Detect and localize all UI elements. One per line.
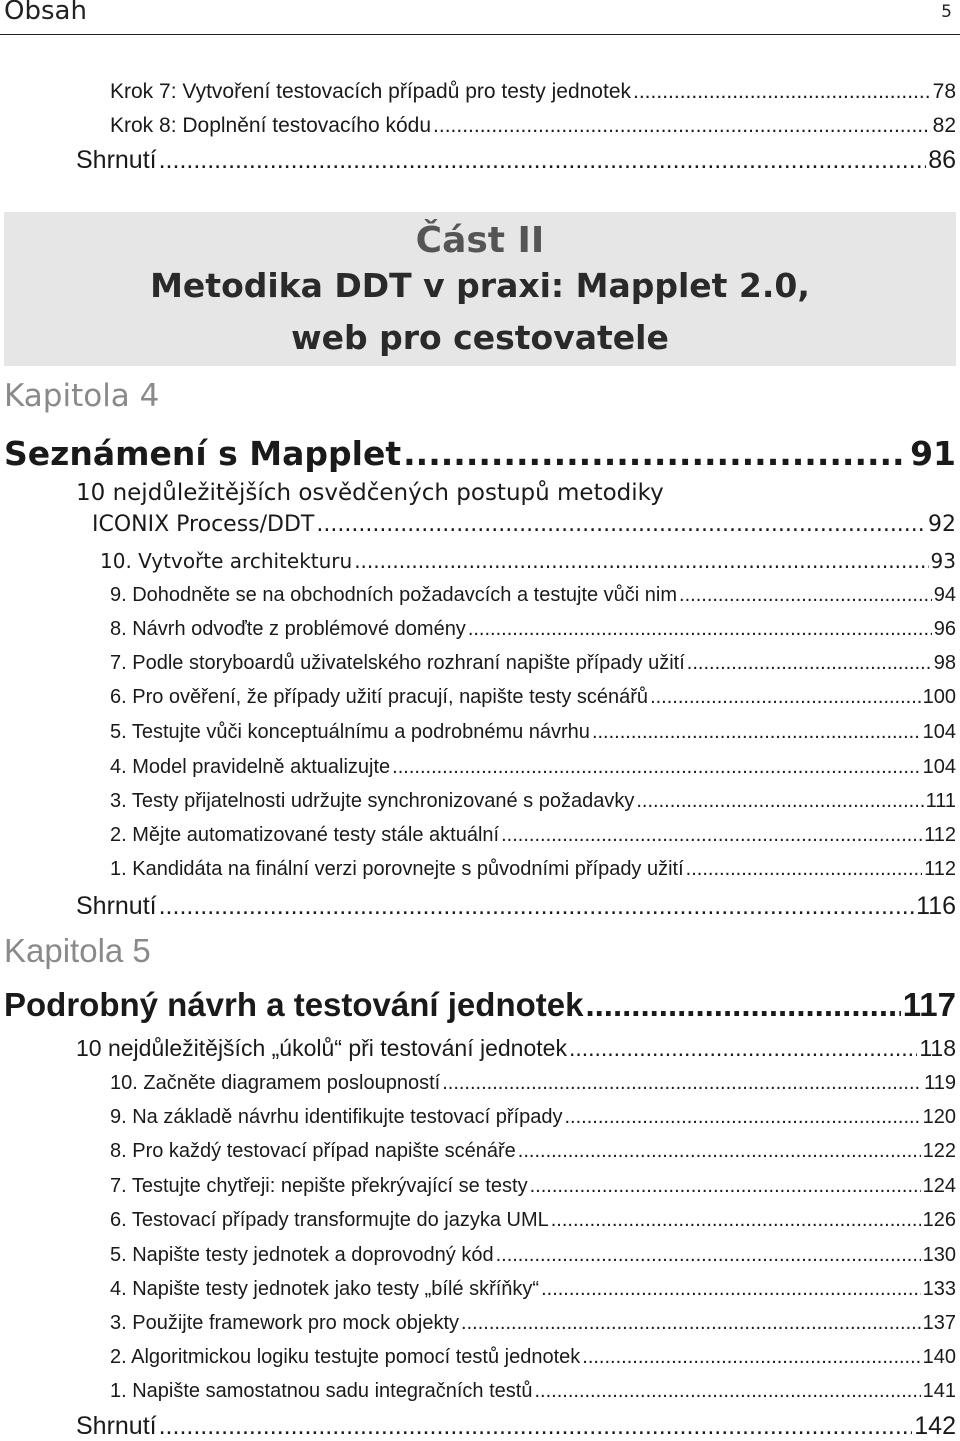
toc-summary-entry[interactable] [76, 892, 956, 921]
toc-item[interactable] [110, 1380, 956, 1403]
section-entry[interactable] [92, 512, 956, 537]
toc-leader [518, 1140, 921, 1163]
toc-item-page: 96 [933, 618, 956, 640]
toc-leader [159, 146, 927, 175]
toc-item-title: 6. Pro ověření, že případy užití pracují, napište testy scénářů [110, 686, 649, 708]
section-title-line2: ICONIX Process/DDT [92, 512, 315, 537]
toc-item-title: 5. Napište testy jednotek a doprovodný kód [110, 1244, 494, 1266]
toc-item-page: 133 [922, 1278, 956, 1300]
toc-item[interactable] [110, 584, 956, 607]
toc-entry-page: 116 [916, 892, 956, 920]
toc-item[interactable] [110, 1312, 956, 1335]
toc-entry-title: Shrnutí [76, 1412, 157, 1440]
section-title: 10 nejdůležitějších „úkolů“ při testování jednotek [76, 1035, 567, 1061]
toc-item-page: 112 [924, 858, 956, 880]
chapter-title-entry[interactable] [4, 434, 956, 473]
page-header [0, 0, 960, 34]
header-rule [0, 34, 960, 35]
toc-item-title: 10. Začněte diagramem posloupností [110, 1072, 441, 1094]
toc-item-title: 6. Testovací případy transformujte do jazyka UML [110, 1209, 549, 1231]
toc-summary-entry[interactable] [76, 1412, 956, 1441]
chapter-title: Seznámení s Mapplet [4, 434, 402, 473]
toc-item-title: 7. Testujte chytřeji: nepište překrývající se testy [110, 1175, 528, 1197]
toc-item[interactable] [110, 1209, 956, 1232]
toc-item-page: 124 [922, 1175, 956, 1197]
section-title-line1[interactable]: 10 nejdůležitějších osvědčených postupů metodiky [76, 480, 664, 506]
toc-item-title: 7. Podle storyboardů uživatelského rozhraní napište případy užití [110, 652, 685, 674]
chapter-page: 117 [902, 986, 956, 1023]
toc-item[interactable] [110, 1346, 956, 1369]
section-page: 92 [928, 512, 956, 537]
toc-leader [585, 986, 900, 1024]
toc-leader [316, 512, 926, 537]
toc-entry[interactable] [110, 80, 956, 104]
toc-leader [650, 686, 921, 709]
part-title-line1: Metodika DDT v praxi: Mapplet 2.0, [150, 266, 810, 305]
toc-leader [686, 858, 922, 881]
toc-item[interactable] [110, 1175, 956, 1198]
toc-leader [433, 114, 931, 138]
toc-leader [687, 652, 932, 675]
toc-item-title: 4. Napište testy jednotek jako testy „bílé skříňky“ [110, 1278, 540, 1300]
toc-leader [534, 1380, 920, 1403]
toc-item-title: 9. Dohodněte se na obchodních požadavcích a testujte vůči nim [110, 584, 678, 606]
toc-entry-page: 142 [914, 1412, 956, 1440]
toc-leader [501, 824, 922, 847]
toc-leader [159, 892, 915, 921]
toc-leader [461, 1312, 921, 1335]
toc-item-page: 93 [930, 549, 956, 573]
header-page-number: 5 [941, 2, 952, 22]
toc-leader [569, 1035, 917, 1062]
toc-entry[interactable] [110, 114, 956, 138]
chapter-page: 91 [910, 434, 956, 473]
toc-item-page: 130 [922, 1244, 956, 1266]
toc-entry-page: 86 [928, 146, 956, 174]
toc-item-page: 122 [922, 1140, 956, 1162]
toc-item[interactable] [110, 1072, 956, 1095]
toc-leader [468, 618, 932, 641]
toc-leader [582, 1346, 920, 1369]
toc-entry-title: Shrnutí [76, 892, 157, 920]
toc-item-page: 126 [922, 1209, 956, 1231]
toc-item[interactable] [110, 858, 956, 881]
toc-summary-entry[interactable] [76, 146, 956, 175]
toc-leader [551, 1209, 921, 1232]
toc-item-title: 9. Na základě návrhu identifikujte testovací případy [110, 1106, 563, 1128]
part-label: Část II [415, 220, 545, 261]
toc-entry-title: Shrnutí [76, 146, 157, 174]
toc-item[interactable] [110, 1106, 956, 1129]
toc-item-page: 104 [922, 756, 956, 778]
toc-item[interactable] [110, 1140, 956, 1163]
toc-item-title: 2. Mějte automatizované testy stále aktuální [110, 824, 500, 846]
toc-item-page: 119 [924, 1072, 956, 1094]
toc-item-title: 10. Vytvořte architekturu [100, 549, 353, 573]
toc-item[interactable] [110, 652, 956, 675]
toc-item-title: 2. Algoritmickou logiku testujte pomocí testů jednotek [110, 1346, 581, 1368]
chapter-label: Kapitola 4 [4, 378, 160, 414]
toc-leader [636, 790, 923, 813]
toc-item-page: 94 [933, 584, 956, 606]
toc-leader [530, 1175, 921, 1198]
chapter-title-entry[interactable] [4, 986, 956, 1024]
toc-leader [159, 1412, 913, 1441]
toc-leader [633, 80, 931, 104]
header-title: Obsah [4, 0, 87, 26]
toc-leader [442, 1072, 922, 1095]
toc-item[interactable] [110, 824, 956, 847]
toc-item-page: 98 [933, 652, 956, 674]
toc-item[interactable] [110, 790, 956, 813]
toc-leader [679, 584, 932, 607]
toc-leader [564, 1106, 920, 1129]
toc-item-title: 4. Model pravidelně aktualizujte [110, 756, 391, 778]
toc-item[interactable] [110, 618, 956, 641]
toc-item-title: 5. Testujte vůči konceptuálnímu a podrobnému návrhu [110, 721, 590, 743]
chapter-title: Podrobný návrh a testování jednotek [4, 986, 584, 1023]
toc-item-page: 140 [922, 1346, 956, 1368]
toc-leader [592, 721, 921, 744]
toc-item-page: 141 [922, 1380, 956, 1402]
toc-leader [496, 1244, 921, 1267]
chapter-label: Kapitola 5 [4, 932, 151, 969]
toc-entry-title: Krok 8: Doplnění testovacího kódu [110, 114, 432, 137]
toc-item[interactable] [110, 721, 956, 744]
toc-item[interactable] [100, 549, 956, 573]
toc-item-title: 8. Návrh odvoďte z problémové domény [110, 618, 466, 640]
part-title-line2: web pro cestovatele [291, 318, 669, 357]
toc-item-title: 8. Pro každý testovací případ napište scénáře [110, 1140, 516, 1162]
toc-entry-title: Krok 7: Vytvoření testovacích případů pro testy jednotek [110, 80, 632, 103]
toc-item-title: 3. Použijte framework pro mock objekty [110, 1312, 460, 1334]
toc-item-title: 3. Testy přijatelnosti udržujte synchronizované s požadavky [110, 790, 635, 812]
toc-leader [541, 1278, 921, 1301]
toc-entry-page: 82 [932, 114, 956, 137]
toc-item-page: 104 [922, 721, 956, 743]
toc-item-page: 111 [925, 790, 956, 812]
toc-item[interactable] [110, 1244, 956, 1267]
toc-item[interactable] [110, 756, 956, 779]
toc-item-page: 112 [924, 824, 956, 846]
section-page: 118 [919, 1035, 956, 1061]
toc-entry-page: 78 [932, 80, 956, 103]
toc-leader [392, 756, 920, 779]
toc-item-title: 1. Napište samostatnou sadu integračních testů [110, 1380, 533, 1402]
toc-leader [354, 549, 928, 573]
toc-item-page: 100 [922, 686, 956, 708]
toc-item-page: 120 [922, 1106, 956, 1128]
toc-item[interactable] [110, 686, 956, 709]
part-banner [4, 212, 956, 366]
toc-leader [403, 434, 908, 473]
section-entry[interactable] [76, 1035, 956, 1062]
toc-item-title: 1. Kandidáta na finální verzi porovnejte s původními případy užití [110, 858, 684, 880]
toc-item-page: 137 [922, 1312, 956, 1334]
toc-item[interactable] [110, 1278, 956, 1301]
